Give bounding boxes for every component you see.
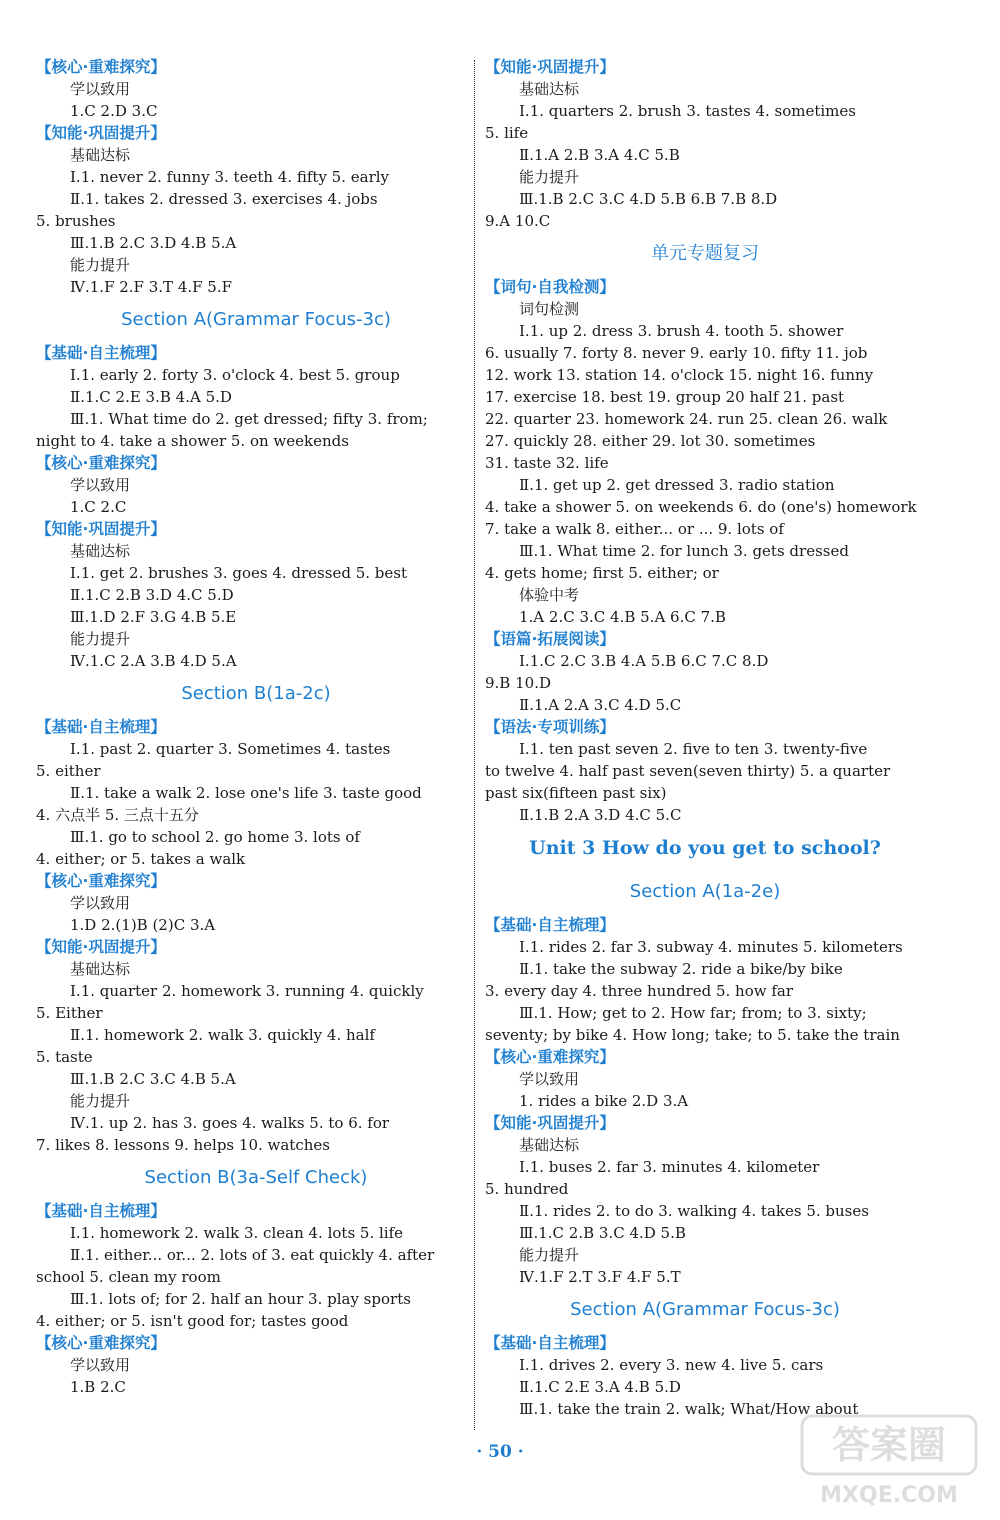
answer-line: 1.A 2.C 3.C 4.B 5.A 6.C 7.B (519, 608, 726, 626)
section-heading: Section A(Grammar Focus-3c) (570, 1299, 840, 1320)
section-tag: 【基础·自主梳理】 (485, 916, 615, 934)
subheading: 基础达标 (70, 542, 131, 560)
answer-line-continued: to twelve 4. half past seven(seven thirty) 5. a quarter (485, 762, 891, 780)
answer-line: 1. rides a bike 2.D 3.A (519, 1092, 689, 1110)
section-heading: Section B(1a-2c) (181, 683, 331, 704)
answer-line-continued: 5. taste (36, 1048, 93, 1066)
answer-line: Ⅱ.1. rides 2. to do 3. walking 4. takes 5. buses (519, 1202, 869, 1220)
section-heading: 单元专题复习 (651, 243, 759, 264)
section-tag: 【语篇·拓展阅读】 (485, 630, 615, 648)
answer-line-continued: 7. take a walk 8. either... or ... 9. lots of (485, 520, 784, 538)
answer-line: Ⅱ.1.C 2.E 3.B 4.A 5.D (70, 388, 232, 406)
section-tag: 【核心·重难探究】 (36, 872, 166, 890)
answer-line: Ⅰ.1. quarter 2. homework 3. running 4. quickly (70, 982, 424, 1000)
answer-line-continued: 6. usually 7. forty 8. never 9. early 10. fifty 11. job (485, 344, 868, 362)
section-tag: 【基础·自主梳理】 (36, 1202, 166, 1220)
answer-line: Ⅰ.1. drives 2. every 3. new 4. live 5. cars (519, 1356, 824, 1374)
answer-line: Ⅰ.1. ten past seven 2. five to ten 3. twenty-five (519, 740, 868, 758)
answer-line: Ⅰ.1. never 2. funny 3. teeth 4. fifty 5. early (70, 168, 390, 186)
subheading: 能力提升 (519, 168, 580, 186)
answer-line-continued: 27. quickly 28. either 29. lot 30. sometimes (485, 432, 816, 450)
subheading: 学以致用 (70, 476, 131, 494)
unit-heading: Unit 3 How do you get to school? (529, 837, 881, 859)
answer-line-continued: 7. likes 8. lessons 9. helps 10. watches (36, 1136, 330, 1154)
answer-line-continued: 4. either; or 5. takes a walk (36, 850, 246, 868)
section-tag: 【词句·自我检测】 (485, 278, 615, 296)
answer-line-continued: 12. work 13. station 14. o'clock 15. night 16. funny (485, 366, 874, 384)
subheading: 基础达标 (519, 80, 580, 98)
answer-line-continued: past six(fifteen past six) (485, 784, 667, 802)
right-column (485, 56, 925, 1420)
answer-line: Ⅳ.1.C 2.A 3.B 4.D 5.A (70, 652, 237, 670)
subheading: 学以致用 (70, 80, 131, 98)
answer-line: Ⅲ.1. lots of; for 2. half an hour 3. play sports (70, 1290, 411, 1308)
svg-text:MXQE.COM: MXQE.COM (820, 1483, 958, 1508)
answer-line-continued: 4. 六点半 5. 三点十五分 (36, 806, 199, 824)
answer-line: Ⅱ.1. get up 2. get dressed 3. radio station (519, 476, 835, 494)
answer-line: Ⅱ.1.B 2.A 3.D 4.C 5.C (519, 806, 682, 824)
answer-line: Ⅲ.1. What time 2. for lunch 3. gets dressed (519, 542, 849, 560)
subheading: 学以致用 (519, 1070, 580, 1088)
answer-line: Ⅰ.1. early 2. forty 3. o'clock 4. best 5. group (70, 366, 400, 384)
subheading: 基础达标 (519, 1136, 580, 1154)
answer-line: Ⅲ.1. What time do 2. get dressed; fifty 3. from; (70, 410, 428, 428)
subheading: 学以致用 (70, 1356, 131, 1374)
section-tag: 【核心·重难探究】 (485, 1048, 615, 1066)
answer-line: Ⅳ.1.F 2.F 3.T 4.F 5.F (70, 278, 233, 296)
answer-line: 1.C 2.D 3.C (70, 102, 158, 120)
answer-line: Ⅱ.1. take the subway 2. ride a bike/by bike (519, 960, 843, 978)
answer-line-continued: 31. taste 32. life (485, 454, 609, 472)
answer-line: Ⅰ.1. get 2. brushes 3. goes 4. dressed 5. best (70, 564, 407, 582)
answer-line: Ⅲ.1. How; get to 2. How far; from; to 3. sixty; (519, 1004, 867, 1022)
answer-line: Ⅱ.1. either... or... 2. lots of 3. eat quickly 4. after (70, 1246, 435, 1264)
section-tag: 【核心·重难探究】 (36, 1334, 166, 1352)
answer-line-continued: 5. hundred (485, 1180, 569, 1198)
answer-line: Ⅲ.1. go to school 2. go home 3. lots of (70, 828, 360, 846)
section-tag: 【核心·重难探究】 (36, 58, 166, 76)
answer-line: Ⅱ.1.C 2.E 3.A 4.B 5.D (519, 1378, 681, 1396)
answer-line-continued: 5. either (36, 762, 101, 780)
answer-line-continued: school 5. clean my room (36, 1268, 221, 1286)
column-divider (474, 60, 475, 1430)
answer-line-continued: 4. take a shower 5. on weekends 6. do (one's) homework (485, 498, 917, 516)
subheading: 能力提升 (70, 256, 131, 274)
section-tag: 【知能·巩固提升】 (36, 520, 166, 538)
answer-line: Ⅲ.1.C 2.B 3.C 4.D 5.B (519, 1224, 686, 1242)
section-tag: 【语法·专项训练】 (485, 718, 615, 736)
subheading: 词句检测 (519, 300, 580, 318)
answer-line: 1.B 2.C (70, 1378, 126, 1396)
subheading: 能力提升 (519, 1246, 580, 1264)
section-tag: 【知能·巩固提升】 (485, 58, 615, 76)
section-tag: 【基础·自主梳理】 (485, 1334, 615, 1352)
section-tag: 【知能·巩固提升】 (36, 124, 166, 142)
answer-line-continued: 5. brushes (36, 212, 116, 230)
answer-line: Ⅱ.1. homework 2. walk 3. quickly 4. half (70, 1026, 375, 1044)
answer-line: Ⅱ.1.A 2.B 3.A 4.C 5.B (519, 146, 680, 164)
answer-line: Ⅰ.1. homework 2. walk 3. clean 4. lots 5. life (70, 1224, 404, 1242)
page-number: · 50 · (476, 1442, 524, 1462)
answer-line: Ⅱ.1. take a walk 2. lose one's life 3. taste good (70, 784, 422, 802)
answer-line-continued: 17. exercise 18. best 19. group 20 half 21. past (485, 388, 845, 406)
section-heading: Section B(3a-Self Check) (144, 1167, 368, 1188)
answer-line: Ⅲ.1.B 2.C 3.D 4.B 5.A (70, 234, 237, 252)
watermark-logo (794, 1410, 984, 1510)
answer-line-continued: 9.A 10.C (485, 212, 551, 230)
subheading: 基础达标 (70, 960, 131, 978)
subheading: 能力提升 (70, 1092, 131, 1110)
section-tag: 【核心·重难探究】 (36, 454, 166, 472)
answer-line-continued: 4. either; or 5. isn't good for; tastes good (36, 1312, 349, 1330)
answer-line: Ⅰ.1.C 2.C 3.B 4.A 5.B 6.C 7.C 8.D (519, 652, 769, 670)
answer-line-continued: 9.B 10.D (485, 674, 551, 692)
answer-line: Ⅰ.1. quarters 2. brush 3. tastes 4. sometimes (519, 102, 856, 120)
answer-line: Ⅱ.1.A 2.A 3.C 4.D 5.C (519, 696, 682, 714)
section-tag: 【基础·自主梳理】 (36, 344, 166, 362)
section-tag: 【知能·巩固提升】 (485, 1114, 615, 1132)
answer-line-continued: 3. every day 4. three hundred 5. how far (485, 982, 794, 1000)
answer-line: 1.D 2.(1)B (2)C 3.A (70, 916, 216, 934)
answer-line-continued: 5. life (485, 124, 529, 142)
section-heading: Section A(Grammar Focus-3c) (121, 309, 391, 330)
answer-line: Ⅰ.1. rides 2. far 3. subway 4. minutes 5. kilometers (519, 938, 903, 956)
answer-line: Ⅱ.1. takes 2. dressed 3. exercises 4. jobs (70, 190, 378, 208)
answer-line: Ⅳ.1.F 2.T 3.F 4.F 5.T (519, 1268, 681, 1286)
subheading: 体验中考 (519, 586, 580, 604)
answer-line: Ⅲ.1. take the train 2. walk; What/How about (519, 1400, 859, 1418)
answer-line: Ⅰ.1. buses 2. far 3. minutes 4. kilometer (519, 1158, 820, 1176)
answer-line: Ⅳ.1. up 2. has 3. goes 4. walks 5. to 6. for (70, 1114, 390, 1132)
answer-line: Ⅰ.1. up 2. dress 3. brush 4. tooth 5. shower (519, 322, 844, 340)
left-column (36, 56, 476, 1398)
section-tag: 【基础·自主梳理】 (36, 718, 166, 736)
section-tag: 【知能·巩固提升】 (36, 938, 166, 956)
answer-line: Ⅲ.1.D 2.F 3.G 4.B 5.E (70, 608, 237, 626)
answer-line: Ⅲ.1.B 2.C 3.C 4.B 5.A (70, 1070, 236, 1088)
answer-line: Ⅲ.1.B 2.C 3.C 4.D 5.B 6.B 7.B 8.D (519, 190, 778, 208)
subheading: 能力提升 (70, 630, 131, 648)
answer-line: Ⅰ.1. past 2. quarter 3. Sometimes 4. tastes (70, 740, 391, 758)
answer-line: Ⅱ.1.C 2.B 3.D 4.C 5.D (70, 586, 234, 604)
subheading: 学以致用 (70, 894, 131, 912)
answer-line-continued: 4. gets home; first 5. either; or (485, 564, 719, 582)
answer-line-continued: seventy; by bike 4. How long; take; to 5. take the train (485, 1026, 900, 1044)
svg-text:答案圈: 答案圈 (831, 1423, 947, 1467)
answer-line-continued: night to 4. take a shower 5. on weekends (36, 432, 349, 450)
answer-line: 1.C 2.C (70, 498, 127, 516)
answer-line-continued: 5. Either (36, 1004, 103, 1022)
answer-line-continued: 22. quarter 23. homework 24. run 25. clean 26. walk (485, 410, 888, 428)
subheading: 基础达标 (70, 146, 131, 164)
section-heading: Section A(1a-2e) (629, 881, 781, 902)
